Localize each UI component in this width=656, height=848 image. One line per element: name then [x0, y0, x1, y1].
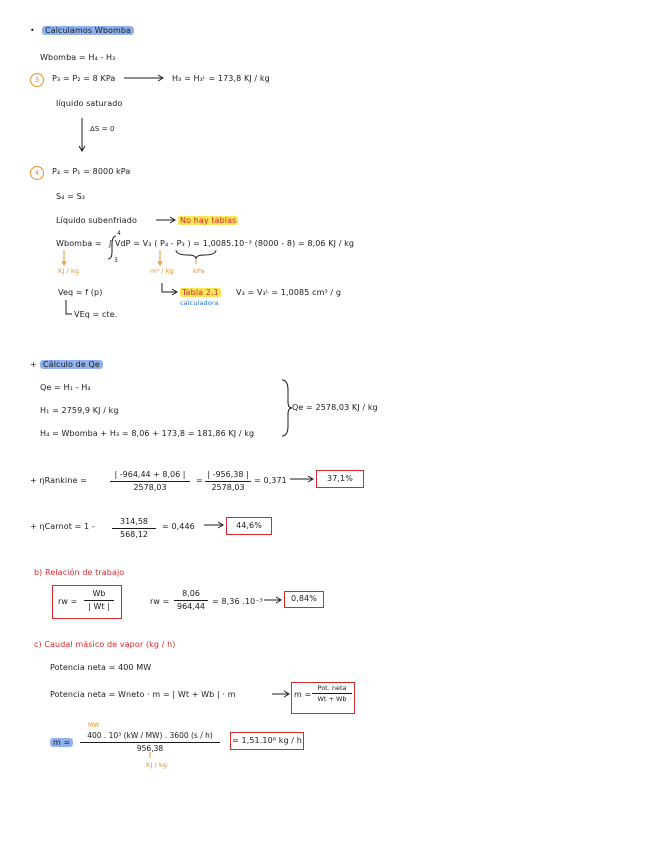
equation: S₄ = S₃ — [56, 192, 86, 201]
carnot-fraction — [112, 517, 156, 540]
section-bullet: • — [30, 26, 35, 35]
denominator: Wt + Wb — [317, 695, 347, 703]
value: = 0,446 — [162, 522, 195, 531]
unit-note: m³ / kg — [150, 267, 174, 275]
rw-fraction — [84, 589, 114, 612]
equals: = — [196, 476, 203, 485]
carnot-result: 44,6% — [236, 521, 262, 530]
table-ref — [180, 288, 221, 298]
rw-result: 0,84% — [291, 594, 317, 603]
equation: Potencia neta = 400 MW — [50, 663, 152, 672]
rw-label: rw = — [58, 597, 78, 606]
title-text: Calculamos Wbomba — [42, 26, 134, 35]
m-label: m = — [294, 690, 312, 699]
equation: Wbomba = — [56, 239, 102, 248]
result-box — [226, 517, 272, 535]
numerator: | -964,44 + 8,06 | — [114, 470, 186, 479]
equation: H₄ = Wbomba + H₃ = 8,06 + 173,8 = 181,86 KJ / kg — [40, 429, 255, 438]
numerator: Wb — [92, 589, 106, 598]
denominator: | Wt | — [88, 602, 110, 611]
numerator: Pot. neta — [317, 684, 347, 692]
equation: VEq = cte. — [74, 310, 118, 319]
rankine-fraction-2 — [205, 470, 251, 493]
section-title: b) Relación de trabajo — [34, 568, 125, 577]
value: = 8,36 .10⁻³ — [212, 597, 263, 606]
rw-label: rw = — [150, 597, 170, 606]
point-marker: 3 — [30, 73, 44, 87]
result-box — [316, 470, 364, 488]
rw2-fraction — [174, 589, 208, 612]
equation: P₃ = P₂ = 8 KPa — [52, 74, 116, 83]
unit-note: MW — [88, 722, 100, 729]
note: líquido saturado — [56, 99, 123, 108]
section-title — [42, 26, 134, 36]
highlight-note — [178, 216, 238, 226]
unit-note: KJ / kg — [58, 267, 80, 275]
equation: Qe = H₁ - H₄ — [40, 383, 91, 392]
mass-flow-result: = 1,51.10⁶ kg / h — [232, 736, 302, 745]
m-fraction-2 — [80, 731, 220, 754]
section-title — [40, 360, 103, 370]
rankine-label: + ηRankine = — [30, 476, 87, 485]
equation: P₄ = P₁ = 8000 kPa — [52, 167, 131, 176]
denominator: 956,38 — [136, 744, 164, 753]
unit-note: KJ / kg — [146, 761, 168, 769]
m-label-text: m = — [50, 738, 73, 747]
denominator: 2578,03 — [133, 483, 167, 492]
equation: H₃ = H₃ᴸ = 173,8 KJ / kg — [172, 74, 270, 83]
section-title: c) Caudal másico de vapor (kg / h) — [34, 640, 176, 649]
m-label — [50, 738, 73, 748]
numerator: | -956,38 | — [207, 470, 249, 479]
qe-result: Qe = 2578,03 KJ / kg — [292, 403, 378, 412]
table-ref-text: Tabla 2.1 — [182, 288, 219, 297]
section-bullet: + — [30, 360, 37, 369]
no-tables-text: No hay tablas — [180, 216, 237, 225]
carnot-label: + ηCarnot = 1 - — [30, 522, 95, 531]
denominator: 568,12 — [120, 530, 148, 539]
m-fraction — [312, 684, 352, 703]
equation: V₃ = V₃ᴸ = 1,0085 cm³ / g — [236, 288, 342, 297]
value: = 0,371 — [254, 476, 287, 485]
equation: ∫ VdP = V₃ ( P₄ - P₃ ) = 1,0085.10⁻³ (8000 - 8) = 8,06 KJ / kg — [108, 239, 355, 248]
title-text: Cálculo de Qe — [40, 360, 103, 369]
equation: Wbomba = H₄ - H₃ — [40, 53, 116, 62]
integral-lower: 3 — [114, 257, 118, 264]
rankine-result: 37,1% — [327, 474, 353, 483]
rankine-fraction — [110, 470, 190, 493]
numerator: 400 . 10³ (kW / MW) . 3600 (s / h) — [87, 731, 213, 740]
calculator-note: calculadora — [180, 299, 219, 307]
denominator: 964,44 — [177, 602, 205, 611]
integral-upper: 4 — [117, 230, 121, 237]
numerator: 8,06 — [182, 589, 200, 598]
equation: Veq = f (p) — [58, 288, 103, 297]
denominator: 2578,03 — [211, 483, 245, 492]
equation: Potencia neta = Wneto · m = | Wt + Wb | · m — [50, 690, 236, 699]
note: ΔS = 0 — [90, 125, 115, 133]
equation: H₁ = 2759,9 KJ / kg — [40, 406, 119, 415]
result-box — [230, 732, 304, 750]
numerator: 314,58 — [120, 517, 148, 526]
result-box — [284, 591, 324, 608]
note: Líquido subenfriado — [56, 216, 137, 225]
point-marker: 4 — [30, 166, 44, 180]
unit-note: kPa — [193, 267, 205, 275]
